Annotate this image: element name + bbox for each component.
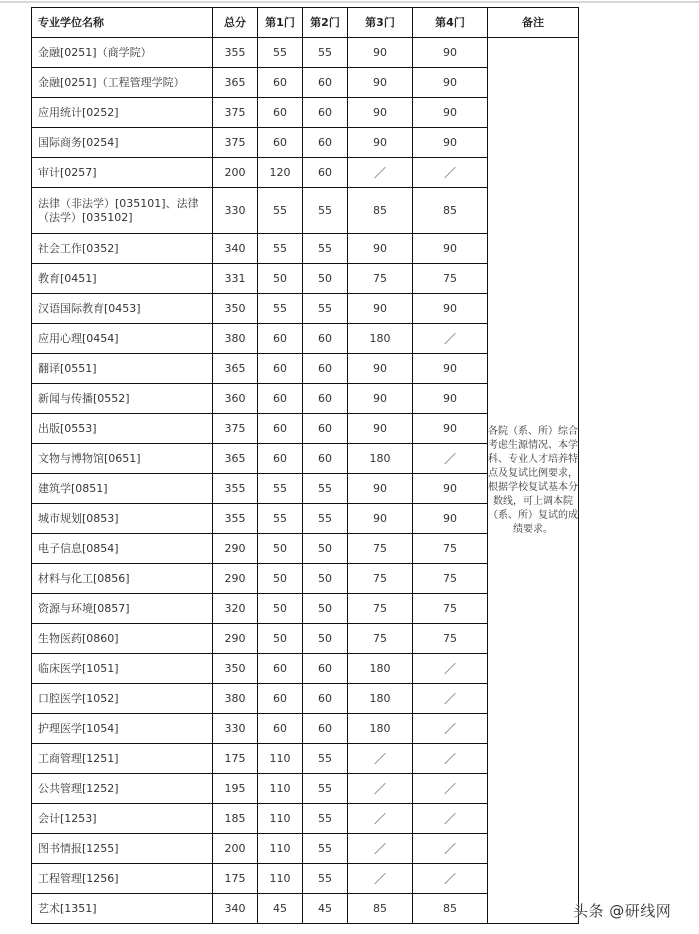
total-score: 375 <box>213 98 258 128</box>
major-name: 工商管理[1251] <box>32 744 213 774</box>
total-score: 175 <box>213 744 258 774</box>
subject-3-score: 180 <box>348 654 413 684</box>
subject-1-score: 110 <box>258 834 303 864</box>
subject-4-score: ／ <box>413 744 488 774</box>
subject-2-score: 60 <box>303 684 348 714</box>
major-name: 口腔医学[1052] <box>32 684 213 714</box>
subject-4-score: ／ <box>413 864 488 894</box>
subject-1-score: 60 <box>258 444 303 474</box>
subject-2-score: 55 <box>303 234 348 264</box>
total-score: 200 <box>213 158 258 188</box>
subject-3-score: 90 <box>348 354 413 384</box>
subject-4-score: ／ <box>413 654 488 684</box>
total-score: 290 <box>213 624 258 654</box>
subject-4-score: 90 <box>413 234 488 264</box>
subject-2-score: 60 <box>303 414 348 444</box>
total-score: 175 <box>213 864 258 894</box>
subject-3-score: 90 <box>348 504 413 534</box>
subject-4-score: 75 <box>413 564 488 594</box>
subject-2-score: 50 <box>303 534 348 564</box>
major-name: 新闻与传播[0552] <box>32 384 213 414</box>
major-name: 建筑学[0851] <box>32 474 213 504</box>
major-name: 临床医学[1051] <box>32 654 213 684</box>
major-name: 电子信息[0854] <box>32 534 213 564</box>
total-score: 340 <box>213 894 258 924</box>
watermark: 头条 @研线网 <box>573 902 672 920</box>
subject-1-score: 50 <box>258 594 303 624</box>
subject-4-score: ／ <box>413 324 488 354</box>
subject-4-score: 90 <box>413 294 488 324</box>
subject-1-score: 60 <box>258 414 303 444</box>
subject-3-score: ／ <box>348 804 413 834</box>
subject-2-score: 50 <box>303 624 348 654</box>
subject-1-score: 110 <box>258 864 303 894</box>
subject-3-score: 90 <box>348 384 413 414</box>
subject-1-score: 60 <box>258 384 303 414</box>
header-major: 专业学位名称 <box>32 8 213 38</box>
total-score: 350 <box>213 294 258 324</box>
subject-3-score: 180 <box>348 714 413 744</box>
major-name: 金融[0251]（商学院） <box>32 38 213 68</box>
major-name: 应用心理[0454] <box>32 324 213 354</box>
total-score: 375 <box>213 414 258 444</box>
subject-4-score: 90 <box>413 354 488 384</box>
total-score: 375 <box>213 128 258 158</box>
header-subject-4: 第4门 <box>413 8 488 38</box>
major-name: 翻译[0551] <box>32 354 213 384</box>
header-subject-3: 第3门 <box>348 8 413 38</box>
subject-4-score: 90 <box>413 384 488 414</box>
major-name: 艺术[1351] <box>32 894 213 924</box>
major-name: 公共管理[1252] <box>32 774 213 804</box>
subject-3-score: 85 <box>348 188 413 234</box>
total-score: 360 <box>213 384 258 414</box>
subject-4-score: 90 <box>413 38 488 68</box>
total-score: 185 <box>213 804 258 834</box>
subject-1-score: 50 <box>258 534 303 564</box>
total-score: 365 <box>213 444 258 474</box>
subject-3-score: ／ <box>348 864 413 894</box>
subject-3-score: 90 <box>348 234 413 264</box>
subject-2-score: 55 <box>303 744 348 774</box>
subject-4-score: ／ <box>413 774 488 804</box>
total-score: 330 <box>213 188 258 234</box>
subject-3-score: 75 <box>348 624 413 654</box>
subject-4-score: 90 <box>413 414 488 444</box>
subject-2-score: 60 <box>303 444 348 474</box>
major-name: 文物与博物馆[0651] <box>32 444 213 474</box>
subject-1-score: 45 <box>258 894 303 924</box>
subject-3-score: ／ <box>348 744 413 774</box>
subject-2-score: 55 <box>303 774 348 804</box>
subject-1-score: 55 <box>258 294 303 324</box>
subject-3-score: 75 <box>348 534 413 564</box>
subject-3-score: 90 <box>348 474 413 504</box>
subject-3-score: 85 <box>348 894 413 924</box>
major-name: 教育[0451] <box>32 264 213 294</box>
subject-2-score: 60 <box>303 98 348 128</box>
total-score: 365 <box>213 354 258 384</box>
subject-2-score: 60 <box>303 128 348 158</box>
subject-4-score: 75 <box>413 534 488 564</box>
subject-1-score: 55 <box>258 188 303 234</box>
major-name: 资源与环境[0857] <box>32 594 213 624</box>
subject-3-score: 90 <box>348 98 413 128</box>
subject-2-score: 60 <box>303 158 348 188</box>
major-name: 城市规划[0853] <box>32 504 213 534</box>
subject-4-score: 90 <box>413 504 488 534</box>
subject-1-score: 110 <box>258 744 303 774</box>
subject-2-score: 55 <box>303 188 348 234</box>
major-name: 会计[1253] <box>32 804 213 834</box>
subject-3-score: 75 <box>348 594 413 624</box>
major-name: 法律（非法学）[035101]、法律（法学）[035102] <box>32 188 213 234</box>
subject-4-score: 90 <box>413 128 488 158</box>
subject-2-score: 55 <box>303 804 348 834</box>
subject-1-score: 110 <box>258 804 303 834</box>
subject-2-score: 55 <box>303 294 348 324</box>
total-score: 195 <box>213 774 258 804</box>
major-name: 生物医药[0860] <box>32 624 213 654</box>
subject-2-score: 55 <box>303 864 348 894</box>
subject-2-score: 55 <box>303 834 348 864</box>
major-name: 应用统计[0252] <box>32 98 213 128</box>
subject-1-score: 50 <box>258 624 303 654</box>
major-name: 国际商务[0254] <box>32 128 213 158</box>
major-name: 材料与化工[0856] <box>32 564 213 594</box>
total-score: 320 <box>213 594 258 624</box>
total-score: 290 <box>213 564 258 594</box>
subject-2-score: 60 <box>303 714 348 744</box>
subject-3-score: 180 <box>348 324 413 354</box>
subject-2-score: 60 <box>303 324 348 354</box>
subject-1-score: 60 <box>258 128 303 158</box>
subject-2-score: 50 <box>303 594 348 624</box>
subject-2-score: 60 <box>303 654 348 684</box>
subject-4-score: ／ <box>413 714 488 744</box>
major-name: 工程管理[1256] <box>32 864 213 894</box>
subject-4-score: 85 <box>413 894 488 924</box>
subject-1-score: 50 <box>258 264 303 294</box>
subject-3-score: 90 <box>348 294 413 324</box>
header-row <box>32 8 579 38</box>
subject-3-score: ／ <box>348 834 413 864</box>
subject-1-score: 60 <box>258 68 303 98</box>
subject-1-score: 110 <box>258 774 303 804</box>
major-name: 汉语国际教育[0453] <box>32 294 213 324</box>
total-score: 355 <box>213 474 258 504</box>
major-name: 出版[0553] <box>32 414 213 444</box>
major-name: 审计[0257] <box>32 158 213 188</box>
subject-2-score: 55 <box>303 474 348 504</box>
total-score: 331 <box>213 264 258 294</box>
score-table <box>31 7 579 924</box>
subject-2-score: 50 <box>303 264 348 294</box>
subject-1-score: 60 <box>258 98 303 128</box>
major-name: 护理医学[1054] <box>32 714 213 744</box>
subject-1-score: 60 <box>258 684 303 714</box>
subject-2-score: 60 <box>303 354 348 384</box>
subject-3-score: ／ <box>348 158 413 188</box>
subject-2-score: 50 <box>303 564 348 594</box>
subject-2-score: 55 <box>303 38 348 68</box>
total-score: 350 <box>213 654 258 684</box>
subject-3-score: ／ <box>348 774 413 804</box>
subject-4-score: ／ <box>413 158 488 188</box>
major-name: 金融[0251]（工程管理学院） <box>32 68 213 98</box>
total-score: 355 <box>213 504 258 534</box>
subject-4-score: ／ <box>413 684 488 714</box>
major-name: 图书情报[1255] <box>32 834 213 864</box>
subject-4-score: 85 <box>413 188 488 234</box>
subject-3-score: 90 <box>348 414 413 444</box>
total-score: 200 <box>213 834 258 864</box>
subject-1-score: 55 <box>258 38 303 68</box>
subject-3-score: 180 <box>348 444 413 474</box>
subject-3-score: 90 <box>348 128 413 158</box>
subject-3-score: 90 <box>348 68 413 98</box>
subject-4-score: 75 <box>413 594 488 624</box>
table-row <box>32 38 579 68</box>
header-total: 总分 <box>213 8 258 38</box>
subject-1-score: 55 <box>258 234 303 264</box>
subject-4-score: 90 <box>413 474 488 504</box>
subject-4-score: ／ <box>413 834 488 864</box>
subject-1-score: 60 <box>258 354 303 384</box>
total-score: 355 <box>213 38 258 68</box>
subject-1-score: 60 <box>258 654 303 684</box>
total-score: 290 <box>213 534 258 564</box>
subject-3-score: 90 <box>348 38 413 68</box>
subject-1-score: 55 <box>258 504 303 534</box>
subject-2-score: 45 <box>303 894 348 924</box>
subject-1-score: 120 <box>258 158 303 188</box>
subject-3-score: 180 <box>348 684 413 714</box>
subject-4-score: 75 <box>413 624 488 654</box>
major-name: 社会工作[0352] <box>32 234 213 264</box>
total-score: 380 <box>213 684 258 714</box>
subject-2-score: 60 <box>303 384 348 414</box>
total-score: 340 <box>213 234 258 264</box>
subject-4-score: ／ <box>413 444 488 474</box>
subject-4-score: 75 <box>413 264 488 294</box>
subject-4-score: 90 <box>413 68 488 98</box>
subject-3-score: 75 <box>348 564 413 594</box>
subject-2-score: 60 <box>303 68 348 98</box>
subject-1-score: 50 <box>258 564 303 594</box>
total-score: 365 <box>213 68 258 98</box>
total-score: 330 <box>213 714 258 744</box>
subject-1-score: 60 <box>258 714 303 744</box>
header-subject-1: 第1门 <box>258 8 303 38</box>
total-score: 380 <box>213 324 258 354</box>
header-remark: 备注 <box>488 8 579 38</box>
subject-3-score: 75 <box>348 264 413 294</box>
header-subject-2: 第2门 <box>303 8 348 38</box>
top-divider <box>0 1 699 3</box>
subject-1-score: 60 <box>258 324 303 354</box>
subject-4-score: 90 <box>413 98 488 128</box>
subject-2-score: 55 <box>303 504 348 534</box>
subject-1-score: 55 <box>258 474 303 504</box>
subject-4-score: ／ <box>413 804 488 834</box>
remark-note: 各院（系、所）综合考虑生源情况、本学科、专业人才培养特点及复试比例要求，根据学校复试基本分数线，可上调本院（系、所）复试的成绩要求。 <box>488 38 579 924</box>
